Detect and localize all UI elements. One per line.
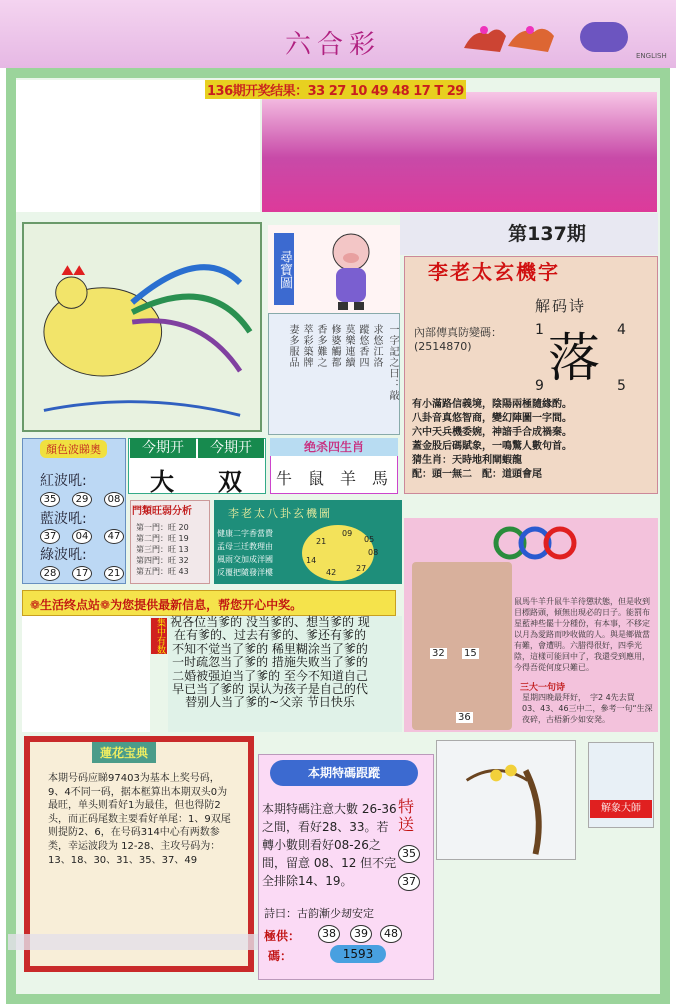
ma-label: 碼： (268, 949, 293, 963)
menmen-row-label: 第三門：旺 (136, 545, 176, 554)
menmen-row-num: 43 (178, 567, 189, 576)
ball: 17 (72, 566, 92, 581)
tema-poem: 詩曰：古韵漸少刼安定 (264, 907, 374, 920)
ball: 21 (104, 566, 124, 581)
english-label: ENGLISH (636, 52, 667, 60)
lao-line: 猜生肖：天時地利閘蝦龍 (412, 455, 522, 466)
taiji-num: 42 (326, 568, 337, 577)
menmen-row-label: 第四門：旺 (136, 556, 176, 565)
jigong-ball: 38 (318, 925, 340, 943)
bagua-line: 風雨交加成洋國 (217, 555, 273, 564)
tesong-label: 特送 (398, 797, 415, 834)
bagua-line: 反覆把隨發洋樓 (217, 568, 273, 577)
menmen-row (136, 566, 189, 577)
sanyao-title: 三大一句诗 (520, 683, 566, 693)
jigong-ball: 48 (380, 925, 402, 943)
lianhua-title: 蓮花宝典 (92, 742, 156, 763)
ball: 47 (104, 529, 124, 544)
page-title: 六合彩 (285, 30, 382, 60)
poem-col: 妻多服品 (287, 324, 298, 368)
menmen-row-label: 第五門：旺 (136, 567, 176, 576)
menmen-row-label: 第一門：旺 (136, 523, 176, 532)
blur-bar (8, 934, 258, 950)
tree-image (436, 740, 576, 860)
blue-label: 藍波吼: (40, 511, 87, 527)
lao-line: 八卦音真悠智商，變幻陣圖一字間。 (412, 413, 572, 424)
poem-col: 莫樂連續 (343, 324, 354, 368)
puzzle-label: 集中有数 (151, 618, 167, 654)
life-text: ❁生活终点站❁为您提供最新信息，帮您开心中奖。 (30, 598, 303, 612)
ball: 37 (40, 529, 60, 544)
bagua-line: 孟母三迁教理由 (217, 542, 273, 551)
results-line: 136期开奖结果：33 27 10 49 48 17 T 29 (205, 80, 466, 99)
bigsmall-head: 今期开 (130, 438, 196, 458)
red-label: 紅波吼: (40, 473, 87, 489)
poem-col: 一字記之曰：敲 (387, 324, 398, 401)
bigsmall-value: 大 (150, 468, 174, 496)
lao-num: 9 (535, 378, 544, 394)
rooster-image (22, 222, 262, 432)
poem-col: 修婆觸都 (329, 324, 340, 368)
menmen-row-label: 第二門：旺 (136, 534, 176, 543)
zodiac-item: 馬 (372, 469, 389, 488)
xunbao-title: 尋寶圖 (274, 233, 294, 305)
taiji-num: 21 (316, 537, 327, 546)
tema-ball: 35 (398, 845, 420, 863)
ball: 28 (40, 566, 60, 581)
issue-number: 第137期 (400, 213, 658, 255)
zodiac-item: 牛 (276, 469, 293, 488)
girl-num: 36 (458, 712, 471, 723)
lao-char: 落 (548, 329, 601, 389)
menmen-row (136, 522, 189, 533)
taiji-num: 08 (368, 548, 379, 557)
rings-icon (490, 523, 580, 563)
tema-text: 本期特碼注意大數 26-36 之間，看好28、33。若轉小數則看好08-26之間，留意 08、12 但不完全排除14、19。 (262, 802, 397, 888)
menmen-row (136, 544, 189, 555)
taiji-num: 05 (364, 535, 375, 544)
lao-internal: 內部傳真防變碼： (414, 326, 502, 339)
menmen-row (136, 533, 189, 544)
father-text: 祝各位当爹的 没当爹的、想当爹的 现在有爹的、过去有爹的、爹还有爹的 不知不觉当了爹的 稀里糊涂当了爹的 一时疏忽当了爹的 措施失败当了爹的 二婚被强迫当了爹的 至今不知道自己早已当了爹的 误认为孩子是自己的代替别人当了爹的~父亲 节日快乐 (170, 615, 370, 710)
ball: 29 (72, 492, 92, 507)
lao-line: 配：頭一無二 配：道頭會尾 (412, 469, 542, 480)
poem-col: 求悠江洛 (371, 324, 382, 368)
animal-grid-image (22, 616, 150, 732)
color-wave-title: 顏色波睇奧 (40, 440, 107, 458)
lianhua-text: 本期号码应睇97403为基本上奖号码，9、4不同一码，据本框算出本期双头0为最旺，单头则看好1为最佳，但也得防2头，而正码尾数主要看好单尾：1、9双尾则提防2、6，在号码314中心有两数参类，幸运波段为 12-28、主攻号码为：13、18、30、31、35、37、49 (48, 773, 231, 866)
taiji-num: 14 (306, 556, 317, 565)
lao-line: 蓋金股后碼賦象，一鳴驚人數句首。 (412, 441, 572, 452)
tema-title: 本期特碼跟蹤 (270, 760, 418, 786)
jiexiang-title: 解象大師 (590, 800, 652, 818)
pig-icon (318, 228, 384, 312)
menmen-row-num: 13 (178, 545, 189, 554)
lao-line: 有小滿路信義境，陰陽兩極隨緣酌。 (412, 399, 572, 410)
lao-num: 1 (535, 322, 544, 338)
green-label: 綠波吼: (40, 547, 87, 563)
zodiac-title: 绝杀四生肖 (270, 438, 398, 456)
ball: 35 (40, 492, 60, 507)
bagua-text (217, 527, 297, 579)
tema-number: 1593 (330, 945, 386, 963)
taiji-num: 09 (342, 529, 353, 538)
poem-col: 萃彩築牌 (301, 324, 312, 368)
xunbao-poem (268, 313, 400, 435)
logo-icon (580, 22, 628, 52)
bagua-title: 李老太八卦玄機圖 (228, 507, 332, 520)
ball: 08 (104, 492, 124, 507)
horses-icon (460, 18, 560, 60)
lao-tel: (2514870) (414, 340, 472, 353)
banner-image (262, 92, 657, 212)
lao-num: 4 (617, 322, 626, 338)
menmen-row-num: 20 (178, 523, 189, 532)
lao-title: 李老太玄機字 (428, 260, 560, 284)
girl-image (412, 562, 512, 730)
menmen-row-num: 32 (178, 556, 189, 565)
top-left-panel (16, 80, 260, 212)
poem-col: 蹤悠香四 (357, 324, 368, 368)
tema-ball: 37 (398, 873, 420, 891)
girl-num: 15 (464, 648, 477, 659)
jigong-label: 極供： (264, 929, 301, 943)
lao-line: 六中天兵機委婉，神諳手合成禍秦。 (412, 427, 572, 438)
bagua-line: 健康二字香當費 (217, 529, 273, 538)
lao-num: 5 (617, 378, 626, 394)
zodiac-item: 鼠 (308, 469, 325, 488)
sanyao-text: 星期四晚最拜好， 字2 4先去買 03、43、46三中二，參考一句“生深夜碎，古梧新少如安発。 (522, 693, 653, 724)
zodiac-item: 羊 (340, 469, 357, 488)
taiji-num: 27 (356, 564, 367, 573)
girl-text: 鼠馬牛羊升鼠牛羊待懲狀態，但是收到目標路頭，傾無出現必的日子。能罰布星藍神些罷十分種份，有本事，不移定以月為愛路而吵收做的人。與是鄉做當有難，會遭明。六腊得很好，四季光陰，這樣可能回中了，我還受到應用，今得吾從何度只難已。 (514, 597, 650, 672)
bigsmall-value: 双 (218, 468, 242, 496)
lao-text (412, 398, 652, 482)
bigsmall-head: 今期开 (198, 438, 264, 458)
menmen-title: 門類旺弱分析 (132, 506, 192, 517)
jigong-ball: 39 (350, 925, 372, 943)
lao-subtitle: 解码诗 (535, 297, 587, 315)
ball: 04 (72, 529, 92, 544)
menmen-row (136, 555, 189, 566)
poem-col: 香多難之 (315, 324, 326, 368)
menmen-row-num: 19 (178, 534, 189, 543)
girl-num: 32 (432, 648, 445, 659)
